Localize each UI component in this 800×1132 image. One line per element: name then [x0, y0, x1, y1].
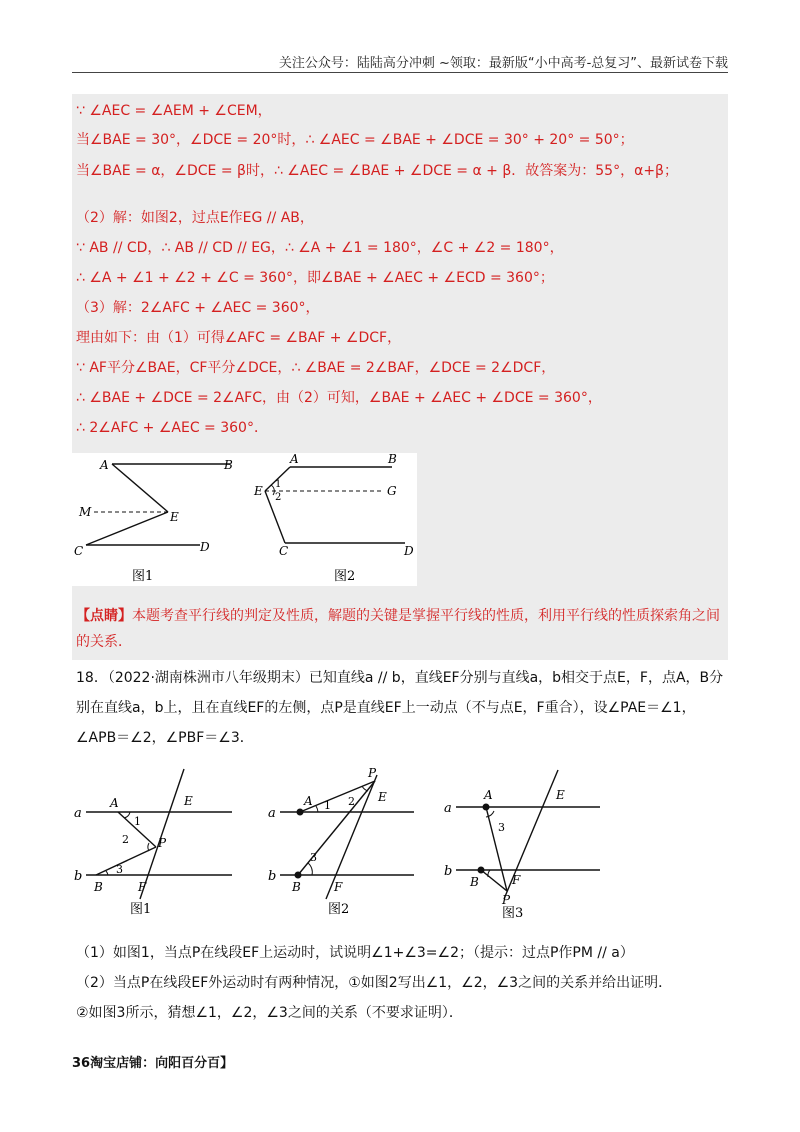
fig1-label: C [74, 544, 84, 558]
q-fig2-angle3-arc [308, 863, 312, 875]
fig2-label: C [279, 544, 289, 558]
fig1-label: A [100, 458, 109, 472]
fig2-label: 1 [275, 479, 282, 490]
fig2-label: 2 [275, 492, 282, 503]
q-fig3-label: a [444, 801, 452, 816]
question-intro: 18．（2022·湖南株洲市八年级期末）已知直线a // b，直线EF分别与直线a，b相交于点E，F，点A，B分别在直线a，b上，且在直线EF的左侧，点P是直线EF上一动点（不与点E，F重合），设∠PAE＝∠1，∠APB＝∠2，∠PBF＝∠3． [76, 670, 724, 746]
q-fig2-label: b [268, 869, 277, 884]
question-part2: （2）当点P在线段EF外运动时有两种情况，①如图2写出∠1，∠2，∠3之间的关系并给出证明． [76, 975, 673, 991]
solution-line: ∴ ∠BAE + ∠DCE = 2∠AFC，由（2）可知，∠BAE + ∠AEC + ∠DCE = 360°， [76, 390, 602, 406]
q-fig1-label: E [184, 794, 193, 808]
q-fig1-label: A [110, 796, 119, 810]
q-fig3-point-b [478, 867, 485, 874]
solution-line: ∴ 2∠AFC + ∠AEC = 360°． [76, 420, 268, 436]
q-fig2-label: 3 [310, 851, 317, 864]
q-fig3-label: P [502, 893, 511, 907]
q-fig1-label: 3 [116, 863, 123, 876]
question-figures [72, 765, 632, 925]
fig1-label: B [224, 458, 233, 472]
question-part2-sub: ②如图3所示，猜想∠1，∠2，∠3之间的关系（不要求证明）． [76, 1005, 463, 1021]
q-fig3-point-a [483, 804, 490, 811]
q-fig2-point-a [297, 809, 304, 816]
q-fig2-label: 2 [348, 795, 355, 808]
fig1-label: E [170, 510, 179, 524]
fig2-label: A [290, 453, 299, 466]
q-fig2-angle2-arc [362, 786, 368, 791]
fig2-caption: 图2 [334, 569, 356, 584]
fig2-label: E [254, 484, 263, 498]
q-fig3-label: E [556, 788, 565, 802]
q-fig2-label: P [368, 766, 377, 780]
q-fig2-label: F [334, 880, 343, 894]
q-fig2-label: E [378, 790, 387, 804]
solution-line: ∵ AF平分∠BAE，CF平分∠DCE，∴ ∠BAE = 2∠BAF，∠DCE = 2∠DCF， [76, 360, 556, 376]
solution-line: （3）解：2∠AFC + ∠AEC = 360°， [76, 300, 320, 316]
fig1-label: D [200, 540, 210, 554]
fig1-segment-ec [86, 512, 168, 545]
solution-line: ∵ AB // CD，∴ AB // CD // EG，∴ ∠A + ∠1 = 180°，∠C + ∠2 = 180°， [76, 240, 564, 256]
q-fig3-caption: 图3 [502, 906, 524, 921]
q-fig1-caption: 图1 [130, 902, 152, 917]
q-fig1-angle1-arc [124, 812, 130, 818]
q-fig3-label: B [470, 875, 479, 889]
q-fig1-label: B [94, 880, 103, 894]
q-fig2-point-b [295, 872, 302, 879]
page-header: 关注公众号：陆陆高分冲刺 ~领取：最新版“小中高考-总复习”、最新试卷下载 [278, 56, 728, 71]
solution-line: 当∠BAE = α，∠DCE = β时，∴ ∠AEC = ∠BAE + ∠DCE = α + β．故答案为：55°，α+β； [76, 163, 678, 179]
fig1-label: M [79, 505, 92, 519]
fig2-angle-arc [271, 485, 274, 495]
q-fig2-caption: 图2 [328, 902, 350, 917]
solution-line: 理由如下：由（1）可得∠AFC = ∠BAF + ∠DCF， [76, 330, 402, 346]
page-footer: 36淘宝店铺：向阳百分百】 [72, 1056, 234, 1071]
q-fig2-label: B [292, 880, 301, 894]
solution-figures [72, 453, 417, 586]
q-fig1-label: a [74, 806, 82, 821]
q-fig1-line-ef [140, 769, 184, 899]
q-fig3-label: F [512, 873, 521, 887]
solution-line: ∵ ∠AEC = ∠AEM + ∠CEM， [76, 103, 272, 119]
fig2-label: D [404, 544, 414, 558]
solution-line: （2）解：如图2，过点E作EG // AB， [76, 210, 314, 226]
question-part1: （1）如图1，当点P在线段EF上运动时，试说明∠1+∠3=∠2；（提示：过点P作PM // a） [76, 945, 634, 961]
q-fig2-label: A [304, 794, 313, 808]
note-tag: 【点睛】 [76, 608, 132, 624]
solution-figures-svg [72, 453, 417, 586]
q-fig3-label: A [484, 788, 493, 802]
note-text: 本题考查平行线的判定及性质，解题的关键是掌握平行线的性质，利用平行线的性质探索角之间的关系． [76, 608, 720, 650]
fig2-label: G [387, 484, 397, 498]
q-fig1-label: 1 [134, 815, 141, 828]
q-fig1-label: b [74, 869, 83, 884]
q-fig1-label: F [138, 880, 147, 894]
q-fig3-label: 3 [498, 821, 505, 834]
q-fig1-label: P [158, 836, 167, 850]
q-fig1-segment-pb [96, 847, 156, 875]
solution-line: 当∠BAE = 30°，∠DCE = 20°时，∴ ∠AEC = ∠BAE + ∠DCE = 30° + 20° = 50°； [76, 132, 634, 148]
solution-line: ∴ ∠A + ∠1 + ∠2 + ∠C = 360°，即∠BAE + ∠AEC + ∠ECD = 360°； [76, 270, 554, 286]
q-fig1-angle2-arc [148, 843, 149, 851]
fig1-segment-ae [112, 464, 168, 512]
q-fig3-label: b [444, 864, 453, 879]
fig1-caption: 图1 [132, 569, 154, 584]
note-paragraph [76, 603, 726, 655]
q-fig1-label: 2 [122, 833, 129, 846]
fig2-label: B [388, 453, 397, 466]
q-fig2-label: a [268, 806, 276, 821]
q-fig2-angle1-arc [316, 806, 318, 812]
header-divider [72, 72, 728, 73]
q-fig2-label: 1 [324, 799, 331, 812]
q-fig3-segment-ap [486, 807, 507, 891]
